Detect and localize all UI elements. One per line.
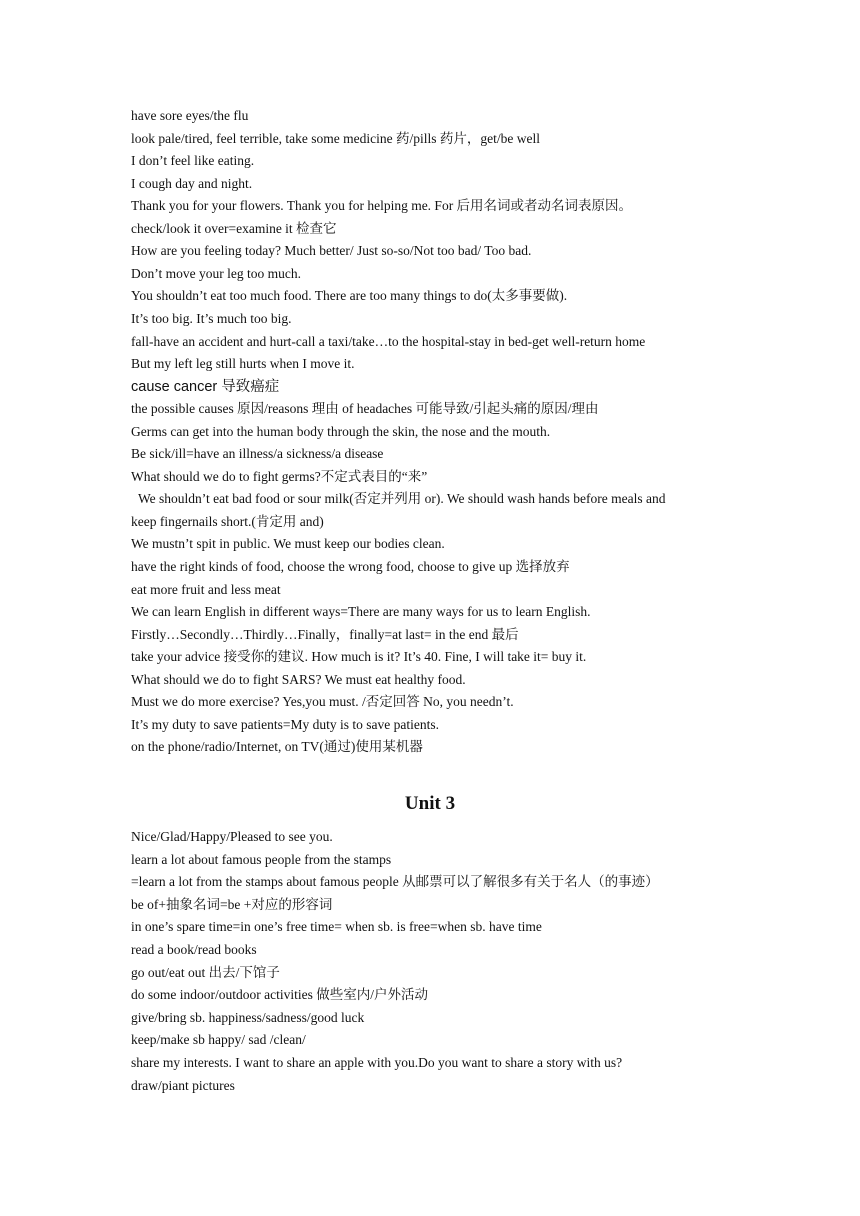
text-line: share my interests. I want to share an apple with you.Do you want to share a story with us? (131, 1055, 623, 1070)
text-line: check/look it over=examine it 检查它 (131, 221, 337, 236)
text-line: fall-have an accident and hurt-call a taxi/take…to the hospital-stay in bed-get well-return home (131, 334, 646, 349)
text-line: keep fingernails short.(肯定用 and) (131, 514, 324, 529)
text-line: Firstly…Secondly…Thirdly…Finally，finally=at last= in the end 最后 (131, 627, 519, 642)
text-line: I cough day and night. (131, 176, 253, 191)
text-line: keep/make sb happy/ sad /clean/ (131, 1032, 306, 1047)
text-line: on the phone/radio/Internet, on TV(通过)使用某机器 (131, 739, 423, 754)
text-line: do some indoor/outdoor activities 做些室内/户外活动 (131, 987, 428, 1002)
unit-heading: Unit 3 (404, 793, 456, 814)
text-line: Nice/Glad/Happy/Pleased to see you. (131, 829, 333, 844)
text-line: draw/piant pictures (131, 1078, 235, 1093)
text-line: We shouldn’t eat bad food or sour milk(否定并列用 or). We should wash hands before meals and (138, 491, 666, 506)
text-line: have the right kinds of food, choose the wrong food, choose to give up 选择放弃 (131, 559, 570, 574)
text-line: Don’t move your leg too much. (131, 266, 301, 281)
text-line: I don’t feel like eating. (131, 153, 255, 168)
text-line: eat more fruit and less meat (131, 582, 281, 597)
text-line: You shouldn’t eat too much food. There are too many things to do(太多事要做). (131, 288, 568, 303)
text-line: It’s too big. It’s much too big. (131, 311, 292, 326)
text-line: How are you feeling today? Much better/ Just so-so/Not too bad/ Too bad. (131, 243, 532, 258)
text-line: Germs can get into the human body through the skin, the nose and the mouth. (131, 424, 551, 439)
text-line: =learn a lot from the stamps about famous people 从邮票可以了解很多有关于名人（的事迹） (131, 874, 659, 889)
text-line: Thank you for your flowers. Thank you for helping me. For 后用名词或者动名词表原因。 (131, 198, 633, 213)
text-line: read a book/read books (131, 942, 257, 957)
text-line: It’s my duty to save patients=My duty is to save patients. (131, 717, 439, 732)
text-line: have sore eyes/the flu (131, 108, 249, 123)
text-line: We mustn’t spit in public. We must keep our bodies clean. (131, 536, 445, 551)
text-line: What should we do to fight germs?不定式表目的“来” (131, 469, 428, 484)
text-line: But my left leg still hurts when I move it. (131, 356, 355, 371)
text-line: cause cancer 导致癌症 (131, 379, 280, 395)
text-line: in one’s spare time=in one’s free time= when sb. is free=when sb. have time (131, 919, 542, 934)
text-line: take your advice 接受你的建议. How much is it? It’s 40. Fine, I will take it= buy it. (131, 649, 587, 664)
text-line: Be sick/ill=have an illness/a sickness/a disease (131, 446, 384, 461)
text-line: the possible causes 原因/reasons 理由 of headaches 可能导致/引起头痛的原因/理由 (131, 401, 599, 416)
text-line: be of+抽象名词=be +对应的形容词 (131, 897, 333, 912)
text-line: go out/eat out 出去/下馆子 (131, 965, 280, 980)
text-line: learn a lot about famous people from the stamps (131, 852, 392, 867)
text-line: look pale/tired, feel terrible, take some medicine 药/pills 药片，get/be well (131, 131, 541, 146)
text-line: We can learn English in different ways=There are many ways for us to learn English. (131, 604, 591, 619)
text-line: give/bring sb. happiness/sadness/good luck (131, 1010, 365, 1025)
text-line: What should we do to fight SARS? We must eat healthy food. (131, 672, 466, 687)
text-line: Must we do more exercise? Yes,you must. /否定回答 No, you needn’t. (131, 694, 514, 709)
